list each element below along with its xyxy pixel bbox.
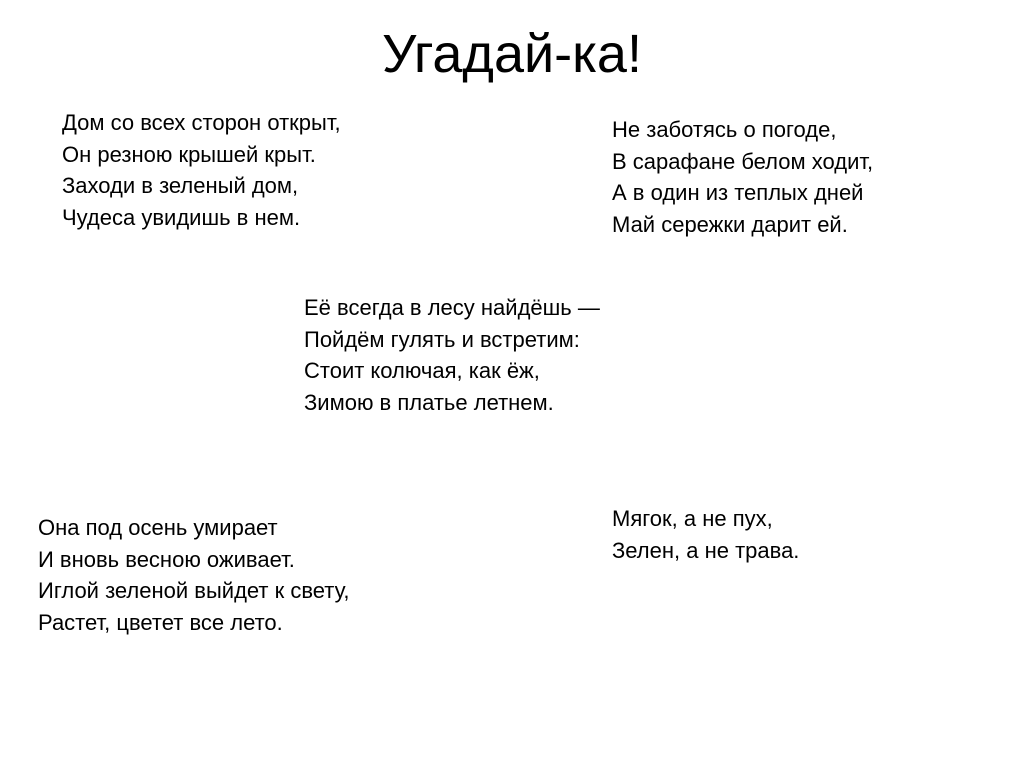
- riddle-line: Зелен, а не трава.: [612, 537, 800, 563]
- riddle-line: Не заботясь о погоде,: [612, 117, 837, 142]
- riddle-line: Растет, цветет все лето.: [38, 609, 283, 635]
- riddle-line: И вновь весною оживает.: [38, 546, 295, 572]
- riddle-line: Она под осень умирает: [38, 515, 278, 540]
- riddle-fir-tree: [304, 292, 600, 418]
- slide-title: Угадай-ка!: [382, 24, 642, 84]
- riddle-forest-house: [62, 107, 341, 233]
- riddle-line: Пойдём гулять и встретим:: [304, 326, 580, 352]
- riddle-line: Чудеса увидишь в нем.: [62, 204, 301, 230]
- riddle-line: Дом со всех сторон открыт,: [62, 110, 341, 135]
- riddle-line: Иглой зеленой выйдет к свету,: [38, 578, 350, 603]
- riddle-grass: [38, 512, 350, 638]
- riddle-line: А в один из теплых дней: [612, 180, 864, 205]
- riddle-line: Заходи в зеленый дом,: [62, 173, 299, 198]
- riddle-line: Он резною крышей крыт.: [62, 141, 316, 167]
- riddle-line: В сарафане белом ходит,: [612, 148, 874, 174]
- riddle-line: Зимою в платье летнем.: [304, 389, 554, 415]
- riddle-line: Её всегда в лесу найдёшь —: [304, 295, 600, 320]
- riddle-line: Стоит колючая, как ёж,: [304, 358, 540, 383]
- riddle-moss: [612, 503, 799, 566]
- riddle-birch: [612, 114, 873, 240]
- riddle-line: Май сережки дарит ей.: [612, 211, 848, 237]
- riddle-line: Мягок, а не пух,: [612, 506, 773, 531]
